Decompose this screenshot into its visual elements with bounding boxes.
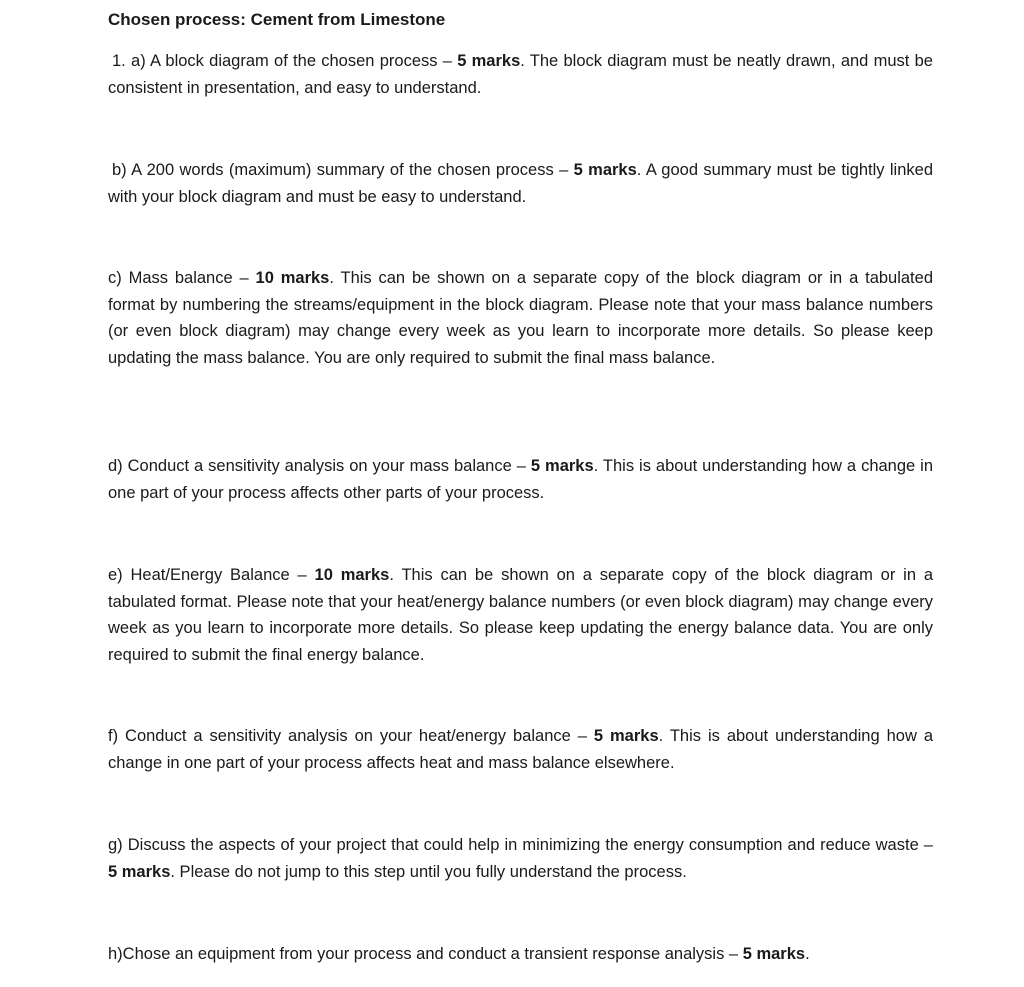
item-1d-rest: . This is about understanding how a change in one part of your process affects other parts of your process. <box>108 457 934 502</box>
item-1a-marks: 5 marks <box>457 52 521 70</box>
item-1b-marks: 5 marks <box>573 161 637 179</box>
item-1a-text: 1. a) A block diagram of the chosen process – <box>112 52 458 70</box>
item-1c-marks: 10 marks <box>255 269 330 287</box>
item-1e <box>108 562 933 668</box>
item-1e-rest: . This can be shown on a separate copy of the block diagram or in a tabulated format. Please note that your heat/energy balance numbers (or even block diagram) may change every week as you learn to incorporate more details. So please keep updating the energy balance data. You are only required to submit the final energy balance. <box>108 566 934 664</box>
item-1f <box>108 723 933 776</box>
item-1d-marks: 5 marks <box>530 457 594 475</box>
item-1b-rest: . A good summary must be tightly linked with your block diagram and must be easy to understand. <box>108 161 933 206</box>
item-1h-rest: . <box>805 945 810 963</box>
document-title: Chosen process: Cement from Limestone <box>108 10 446 29</box>
item-1h <box>108 941 933 968</box>
item-1f-marks: 5 marks <box>593 727 659 745</box>
item-1f-text: f) Conduct a sensitivity analysis on your heat/energy balance – <box>108 727 594 745</box>
item-1c-rest: . This can be shown on a separate copy of the block diagram or in a tabulated format by numbering the streams/equipment in the block diagram. Please note that your mass balance numbers (or even block diagram) may change every week as you learn to incorporate more details. So please keep updating the mass balance. You are only required to submit the final mass balance. <box>108 269 933 367</box>
item-1b-text: b) A 200 words (maximum) summary of the chosen process – <box>112 161 574 179</box>
item-1b <box>108 157 933 210</box>
item-1d <box>108 453 933 506</box>
item-1g-marks: 5 marks <box>108 862 171 881</box>
item-1g <box>108 832 933 885</box>
item-1g-rest: . Please do not jump to this step until you fully understand the process. <box>170 862 687 881</box>
item-1a-rest: . The block diagram must be neatly drawn, and must be consistent in presentation, and easy to understand. <box>108 52 933 97</box>
item-1a <box>108 48 933 101</box>
item-1d-text: d) Conduct a sensitivity analysis on your mass balance – <box>108 457 531 475</box>
item-1h-text: h)Chose an equipment from your process and conduct a transient response analysis – <box>108 945 743 963</box>
item-1g-text: g) Discuss the aspects of your project that could help in minimizing the energy consumption and reduce waste – <box>108 836 933 854</box>
item-1e-marks: 10 marks <box>314 566 390 584</box>
item-1f-rest: . This is about understanding how a change in one part of your process affects heat and mass balance elsewhere. <box>108 727 933 772</box>
item-1c <box>108 265 933 371</box>
item-1h-marks: 5 marks <box>742 945 806 963</box>
item-1e-text: e) Heat/Energy Balance – <box>108 566 315 584</box>
item-1c-text: c) Mass balance – <box>108 269 256 287</box>
